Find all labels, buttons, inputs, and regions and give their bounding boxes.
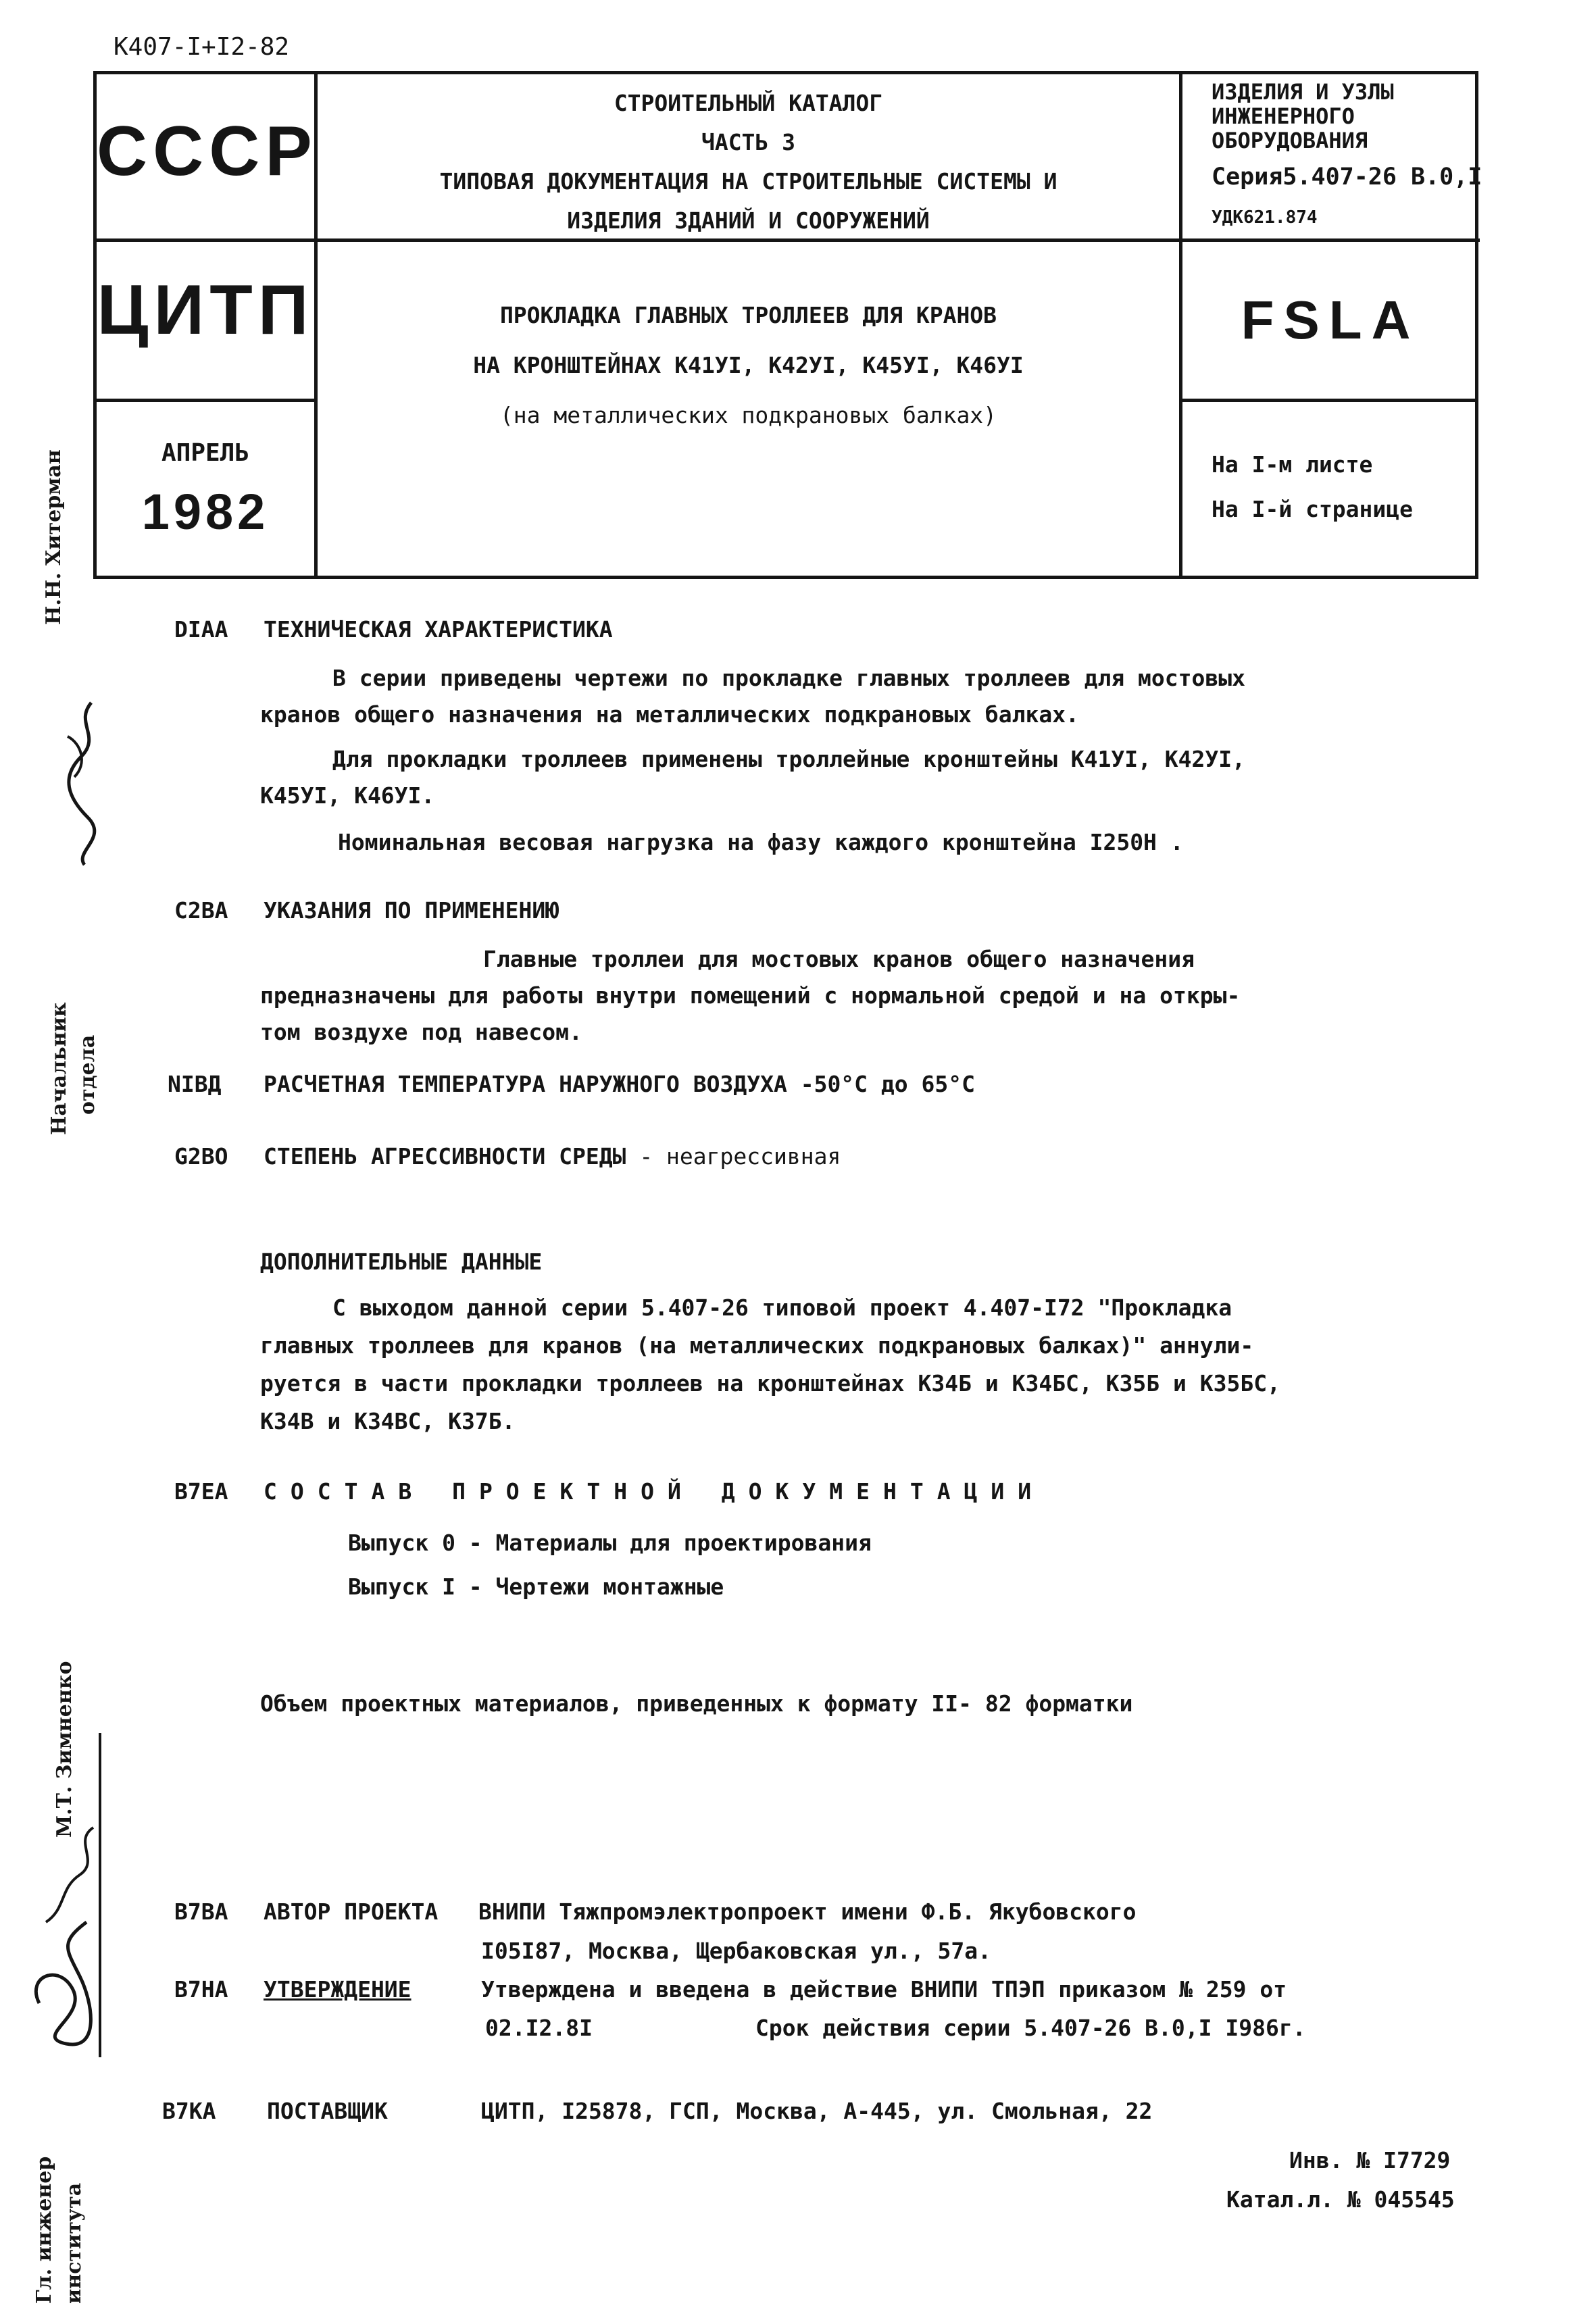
usage-line: предназначены для работы внутри помещений с нормальной средой и на откры- <box>260 982 1241 1009</box>
author-label: АВТОР ПРОЕКТА <box>264 1898 439 1925</box>
date-year: 1982 <box>141 484 270 540</box>
section-heading: ТЕХНИЧЕСКАЯ ХАРАКТЕРИСТИКА <box>264 616 613 643</box>
supplier-text: ЦИТП, I25878, ГСП, Москва, А-445, ул. Смольная, 22 <box>481 2098 1153 2124</box>
approval-validity: Срок действия серии 5.407-26 В.0,I I986г. <box>755 2015 1306 2041</box>
tech-line: кранов общего назначения на металлических подкрановых балках. <box>260 701 1079 728</box>
section-code: NIBД <box>168 1071 222 1097</box>
side-note-middle-2: отдела <box>76 1034 99 1115</box>
tech-line: К45УI, К46УI. <box>260 782 435 809</box>
inventory-number: Инв. № I7729 <box>1289 2147 1451 2173</box>
author-org: ВНИПИ Тяжпромэлектропроект имени Ф.Б. Якубовского <box>478 1898 1137 1925</box>
section-heading: СТЕПЕНЬ АГРЕССИВНОСТИ СРЕДЫ - неагрессивная <box>264 1143 841 1169</box>
approval-date: 02.I2.8I <box>485 2015 593 2041</box>
additional-line: руется в части прокладки троллеев на кронштейнах К34Б и К34БС, К35Б и К35БС, <box>260 1370 1280 1397</box>
document-title: ПРОКЛАДКА ГЛАВНЫХ ТРОЛЛЕЕВ ДЛЯ КРАНОВ НА КРОНШТЕЙНАХ К41УI, К42УI, К45УI, К46УI (на металлических подкрановых балках) <box>473 302 1024 428</box>
category-block: ИЗДЕЛИЯ И УЗЛЫ ИНЖЕНЕРНОГО ОБОРУДОВАНИЯ Серия5.407-26 В.0,I УДК621.874 <box>1212 79 1482 228</box>
supplier-label: ПОСТАВЩИК <box>267 2098 388 2124</box>
tech-line: В серии приведены чертежи по прокладке главных троллеев для мостовых <box>332 665 1246 691</box>
tech-line: Номинальная весовая нагрузка на фазу каждого кронштейна I250Н . <box>338 829 1184 855</box>
author-code: B7BA <box>174 1898 228 1925</box>
side-note-bottom: Гл. инженер <box>32 2156 56 2304</box>
additional-line: главных троллеев для кранов (на металлических подкрановых балках)" аннули- <box>260 1332 1254 1359</box>
signature-mark <box>19 1719 127 2071</box>
header-table <box>93 71 1482 579</box>
sheet-info: На I-м листе На I-й странице <box>1212 451 1414 522</box>
side-note-mid2: М.Т. Зимненко <box>53 1661 76 1838</box>
classification-code: FSLA <box>1241 290 1420 350</box>
usage-line: Главные троллеи для мостовых кранов общего назначения <box>483 946 1195 972</box>
section-code: DIAA <box>174 616 228 643</box>
approval-label: УТВЕРЖДЕНИЕ <box>264 1976 412 2003</box>
section-code: B7EA <box>174 1478 228 1505</box>
org-citp: ЦИТП <box>97 271 314 349</box>
side-note-bottom-2: института <box>62 2182 86 2304</box>
doc-issue: Выпуск 0 - Материалы для проектирования <box>348 1530 872 1556</box>
side-note-middle: Начальник <box>47 1002 71 1135</box>
usage-line: том воздухе под навесом. <box>260 1019 582 1045</box>
date-month: АПРЕЛЬ <box>161 439 250 467</box>
document-code: К407-I+I2-82 <box>114 33 290 61</box>
tech-line: Для прокладки троллеев применены троллейные кронштейны К41УI, К42УI, <box>332 746 1246 772</box>
catalog-title: СТРОИТЕЛЬНЫЙ КАТАЛОГ ЧАСТЬ 3 ТИПОВАЯ ДОКУМЕНТАЦИЯ НА СТРОИТЕЛЬНЫЕ СИСТЕМЫ И ИЗДЕЛИЯ ЗДАНИЙ И СООРУЖЕНИЙ <box>439 90 1057 234</box>
section-heading: УКАЗАНИЯ ПО ПРИМЕНЕНИЮ <box>264 897 559 924</box>
org-ussr: СССР <box>97 112 318 191</box>
supplier-code: B7KA <box>162 2098 216 2124</box>
doc-issue: Выпуск I - Чертежи монтажные <box>348 1574 724 1600</box>
additional-line: С выходом данной серии 5.407-26 типовой проект 4.407-I72 "Прокладка <box>332 1294 1232 1321</box>
approval-code: B7HA <box>174 1976 228 2003</box>
side-note-top: Н.Н. Хитерман <box>42 449 66 625</box>
signature-mark <box>27 696 108 872</box>
volume-note: Объем проектных материалов, приведенных к формату II- 82 форматки <box>260 1690 1133 1717</box>
additional-heading: ДОПОЛНИТЕЛЬНЫЕ ДАННЫЕ <box>260 1249 543 1275</box>
section-heading: РАСЧЕТНАЯ ТЕМПЕРАТУРА НАРУЖНОГО ВОЗДУХА -50°С до 65°С <box>264 1071 975 1097</box>
approval-text: Утверждена и введена в действие ВНИПИ ТПЭП приказом № 259 от <box>481 1976 1287 2003</box>
additional-line: К34В и К34ВС, К37Б. <box>260 1408 516 1434</box>
catalog-sheet-number: Катал.л. № 045545 <box>1226 2186 1455 2213</box>
section-heading: СОСТАВ ПРОЕКТНОЙ ДОКУМЕНТАЦИИ <box>264 1478 1045 1505</box>
author-address: I05I87, Москва, Щербаковская ул., 57а. <box>481 1938 991 1964</box>
section-code: G2BO <box>174 1143 228 1169</box>
section-code: C2BA <box>174 897 228 924</box>
